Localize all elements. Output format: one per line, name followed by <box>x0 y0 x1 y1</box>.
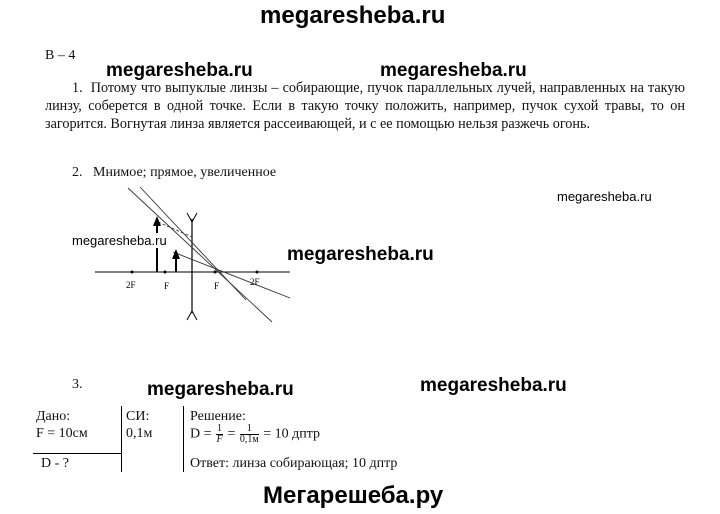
col-divider-1 <box>121 406 122 472</box>
watermark-2: megaresheba.ru <box>380 60 527 81</box>
label-right-f: F <box>214 281 220 291</box>
watermark-5: megaresheba.ru <box>287 244 434 265</box>
given-header: Дано: <box>36 409 71 424</box>
point-right-f <box>214 271 217 274</box>
answer-2-text: Мнимое; прямое, увеличенное <box>93 165 277 180</box>
si-header: СИ: <box>126 409 150 424</box>
label-left-f: F <box>164 281 170 291</box>
answer-2-number: 2. <box>72 165 83 180</box>
label-right-2f: 2F <box>250 277 260 287</box>
formula-result: = 10 дптр <box>263 426 321 442</box>
problem-table <box>33 406 453 472</box>
answer-1-number: 1. <box>72 80 83 96</box>
watermark-4: megaresheba.ru <box>72 233 167 248</box>
ray-3 <box>173 252 290 298</box>
watermark-6: megaresheba.ru <box>147 379 294 400</box>
fraction-1-den: F <box>216 434 223 445</box>
variant-label: В – 4 <box>45 48 76 63</box>
point-right-2f <box>256 271 259 274</box>
given-value: F = 10см <box>36 426 88 441</box>
si-value: 0,1м <box>126 426 153 441</box>
given-divider <box>33 453 121 454</box>
site-watermark-bottom: Мегарешеба.ру <box>263 482 444 509</box>
solution-header: Решение: <box>190 409 246 424</box>
fraction-2-num: 1 <box>240 424 259 435</box>
col-divider-2 <box>183 406 184 472</box>
find-label: D - ? <box>41 456 69 471</box>
answer-line: Ответ: линза собирающая; 10 дптр <box>190 456 398 471</box>
watermark-7: megaresheba.ru <box>420 375 567 396</box>
point-left-f <box>164 271 167 274</box>
answer-1-text: Потому что выпуклые линзы – собирающие, пучок параллельных лучей, направленных на такую линзу, соберется в одной точке. Если в такую точку положить, например, пучок сухой травы, то он загорится. Вогнутая линза является рассеивающей, и с ее помощью нельзя разжечь огонь. <box>45 80 685 132</box>
answer-3-number: 3. <box>72 377 83 392</box>
formula-lhs: D = <box>190 426 212 442</box>
site-watermark-top: megaresheba.ru <box>260 2 446 29</box>
point-left-2f <box>131 271 134 274</box>
watermark-3: megaresheba.ru <box>557 189 652 204</box>
ray-1 <box>128 188 272 322</box>
formula-eq: = <box>227 426 236 442</box>
fraction-1-num: 1 <box>217 423 223 434</box>
formula <box>190 424 320 445</box>
label-left-2f: 2F <box>126 280 136 290</box>
watermark-1: megaresheba.ru <box>106 60 253 81</box>
fraction-2 <box>240 424 259 445</box>
fraction-1 <box>216 424 223 445</box>
fraction-2-den: 0,1м <box>239 434 259 445</box>
